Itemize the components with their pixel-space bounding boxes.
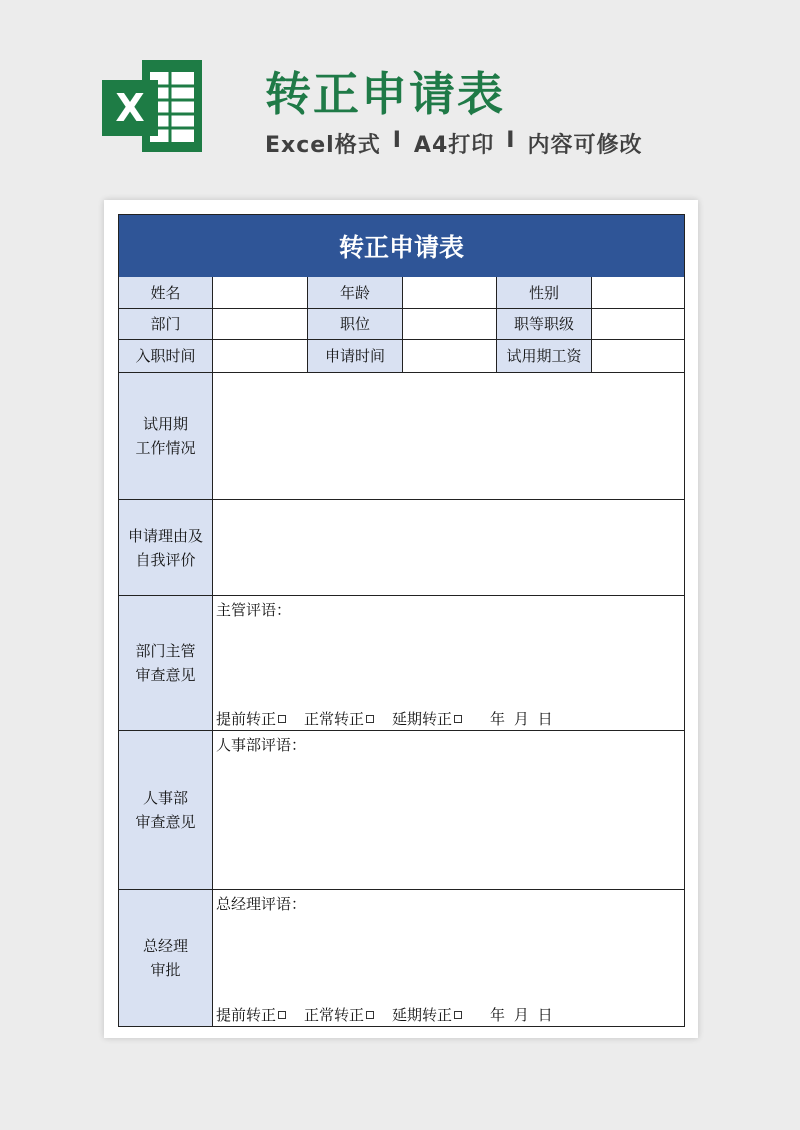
label-age: 年龄 — [308, 277, 403, 309]
option-label: 正常转正 — [304, 710, 365, 728]
dept-review-field[interactable] — [213, 596, 684, 731]
label-line: 审查意见 — [135, 813, 196, 831]
checkbox-icon[interactable] — [278, 1011, 286, 1019]
name-field[interactable] — [213, 277, 308, 309]
option-delay[interactable] — [392, 1004, 462, 1025]
dept-options — [216, 708, 555, 729]
option-normal[interactable] — [304, 708, 374, 729]
probation-salary-field[interactable] — [592, 340, 684, 373]
hr-review-field[interactable] — [213, 731, 684, 890]
option-label: 延期转正 — [392, 710, 453, 728]
page-title: 转正申请表 — [265, 67, 505, 121]
option-label: 提前转正 — [216, 1006, 277, 1024]
label-line: 人事部 — [142, 789, 188, 807]
excel-logo-letter: X — [102, 80, 158, 136]
label-line: 试用期 — [142, 415, 188, 433]
gender-field[interactable] — [592, 277, 684, 309]
label-hire-date: 入职时间 — [119, 340, 213, 373]
label-apply-date: 申请时间 — [308, 340, 403, 373]
excel-logo-icon — [102, 58, 206, 154]
label-line: 自我评价 — [135, 550, 196, 569]
label-line: 申请理由及 — [127, 526, 203, 545]
work-situation-field[interactable] — [213, 373, 684, 500]
label-probation-salary: 试用期工资 — [497, 340, 592, 373]
gm-options — [216, 1004, 555, 1025]
label-line: 审查意见 — [135, 666, 196, 684]
option-label: 延期转正 — [392, 1006, 453, 1024]
label-reason — [119, 500, 213, 596]
label-gm-approval — [119, 890, 213, 1026]
department-field[interactable] — [213, 309, 308, 340]
subtitle-item: Excel格式 — [265, 133, 381, 158]
checkbox-icon[interactable] — [454, 715, 462, 723]
age-field[interactable] — [403, 277, 497, 309]
checkbox-icon[interactable] — [278, 715, 286, 723]
label-position: 职位 — [308, 309, 403, 340]
checkbox-icon[interactable] — [366, 1011, 374, 1019]
date-label: 年 月 日 — [490, 1006, 555, 1024]
page-subtitle — [265, 128, 642, 159]
label-grade: 职等职级 — [497, 309, 592, 340]
label-department: 部门 — [119, 309, 213, 340]
option-label: 正常转正 — [304, 1006, 365, 1024]
checkbox-icon[interactable] — [366, 715, 374, 723]
label-line: 审批 — [150, 961, 181, 979]
label-line: 部门主管 — [135, 642, 196, 660]
hire-date-field[interactable] — [213, 340, 308, 373]
form-banner: 转正申请表 — [119, 215, 684, 277]
label-gender: 性别 — [497, 277, 592, 309]
label-hr-review — [119, 731, 213, 890]
hr-comment-label: 人事部评语： — [216, 736, 307, 754]
apply-date-field[interactable] — [403, 340, 497, 373]
label-line: 工作情况 — [135, 439, 196, 457]
subtitle-item: A4打印 — [413, 133, 495, 158]
option-label: 提前转正 — [216, 710, 277, 728]
label-line: 总经理 — [142, 937, 188, 955]
option-early[interactable] — [216, 708, 286, 729]
position-field[interactable] — [403, 309, 497, 340]
reason-field[interactable] — [213, 500, 684, 596]
dept-comment-label: 主管评语： — [216, 601, 292, 619]
gm-approval-field[interactable] — [213, 890, 684, 1026]
label-dept-review — [119, 596, 213, 731]
subtitle-separator: I — [392, 128, 402, 153]
label-name: 姓名 — [119, 277, 213, 309]
option-early[interactable] — [216, 1004, 286, 1025]
label-work-situation — [119, 373, 213, 500]
gm-comment-label: 总经理评语： — [216, 895, 307, 913]
date-label: 年 月 日 — [490, 710, 555, 728]
checkbox-icon[interactable] — [454, 1011, 462, 1019]
grade-field[interactable] — [592, 309, 684, 340]
form-table — [118, 214, 685, 1027]
option-normal[interactable] — [304, 1004, 374, 1025]
subtitle-item: 内容可修改 — [527, 133, 643, 158]
form-paper — [104, 200, 698, 1038]
option-delay[interactable] — [392, 708, 462, 729]
subtitle-separator: I — [506, 128, 516, 153]
